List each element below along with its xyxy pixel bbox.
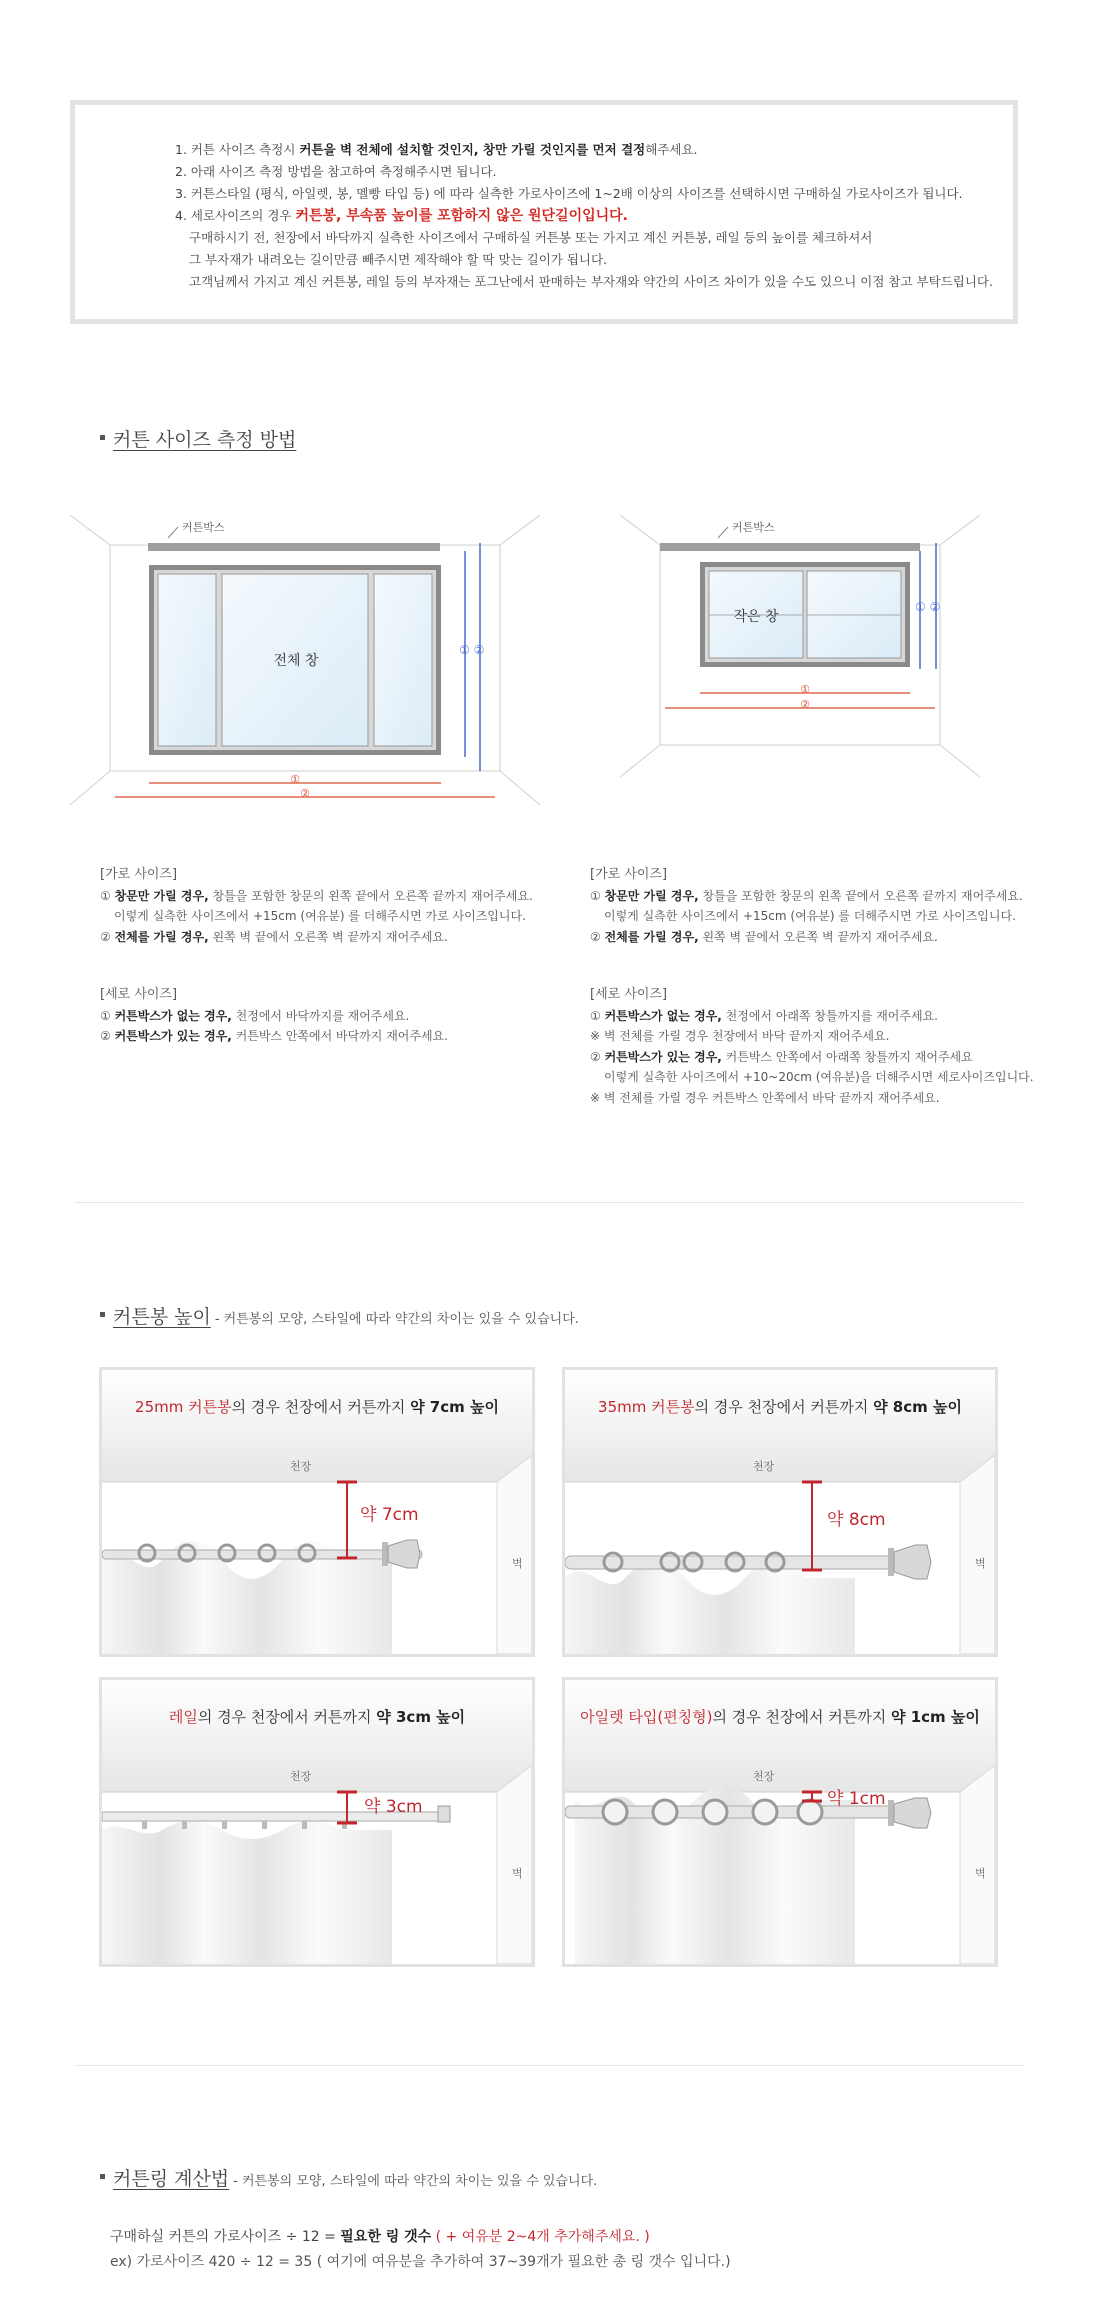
box-label-small: 커튼박스 bbox=[732, 521, 775, 534]
width-mark-1-small: ① bbox=[800, 683, 810, 696]
box-label: 커튼박스 bbox=[182, 521, 225, 534]
right-width-desc: [가로 사이즈] ① 창문만 가릴 경우, 창틀을 포함한 창문의 왼쪽 끝에서 오른쪽 끝까지 재어주세요. 이렇게 실측한 사이즈에서 +15cm (여유분) 를 더해주시면 가로 사이즈입니다. ② 전체를 가릴 경우, 왼쪽 벽 끝에서 오른쪽 벽 끝까지 재어주세요. bbox=[590, 867, 1023, 944]
big-window-label: 전체 창 bbox=[273, 653, 319, 669]
rod-panel-25mm bbox=[99, 1367, 535, 1657]
divider-1 bbox=[75, 1202, 1023, 1203]
measure-label-3cm: 약 3cm bbox=[364, 1797, 423, 1817]
rod-section-title: 커튼봉 높이 - 커튼봉의 모양, 스타일에 따라 약간의 차이는 있을 수 있습니다. bbox=[100, 1302, 579, 1329]
measure-label-1cm: 약 1cm bbox=[827, 1789, 886, 1809]
width-mark-2-small: ② bbox=[800, 698, 810, 711]
width-mark-2: ② bbox=[300, 787, 310, 800]
big-window-diagram bbox=[70, 515, 540, 815]
notice-line-7: 고객님께서 가지고 계신 커튼봉, 레일 등의 부자재는 포그난에서 판매하는 부자재와 약간의 사이즈 차이가 있을 수도 있으니 이점 참고 부탁드립니다. bbox=[189, 274, 993, 289]
rod-panel-rail bbox=[99, 1677, 535, 1967]
ceiling-label: 천장 bbox=[290, 1460, 312, 1473]
ceiling-label: 천장 bbox=[753, 1770, 775, 1783]
ceiling-label: 천장 bbox=[753, 1460, 775, 1473]
width-mark-1: ① bbox=[290, 773, 300, 786]
rod-panel-35mm-caption: 35mm 커튼봉의 경우 천장에서 커튼까지 약 8cm 높이 bbox=[598, 1398, 962, 1416]
ring-section-title: 커튼링 계산법 - 커튼봉의 모양, 스타일에 따라 약간의 차이는 있을 수 있습니다. bbox=[100, 2164, 597, 2191]
notice-line-2: 2. 아래 사이즈 측정 방법을 참고하여 측정해주시면 됩니다. bbox=[175, 164, 497, 179]
right-height-desc: [세로 사이즈] ① 커튼박스가 없는 경우, 천정에서 아래쪽 창틀까지를 재어주세요. ※ 벽 전체를 가릴 경우 천장에서 바닥 끝까지 재어주세요. ② 커튼박스가 있는 경우, 커튼박스 안쪽에서 아래쪽 창틀까지 재어주세요 이렇게 실측한 사이즈에서 +10~20cm (여유분)을 더해주시면 세로사이즈입니다. ※ 벽 전체를 가릴 경우 커튼박스 안쪽에서 바닥 끝까지 재어주세요. bbox=[590, 987, 1034, 1105]
rod-panel-rail-caption: 레일의 경우 천장에서 커튼까지 약 3cm 높이 bbox=[168, 1708, 466, 1726]
notice-box bbox=[70, 100, 1018, 324]
wall-label: 벽 bbox=[975, 1867, 986, 1880]
ring-example: ex) 가로사이즈 420 ÷ 12 = 35 ( 여기에 여유분을 추가하여 37~39개가 필요한 총 링 갯수 입니다.) bbox=[110, 2254, 731, 2270]
left-width-desc: [가로 사이즈] ① 창문만 가릴 경우, 창틀을 포함한 창문의 왼쪽 끝에서 오른쪽 끝까지 재어주세요. 이렇게 실측한 사이즈에서 +15cm (여유분) 를 더해주시면 가로 사이즈입니다. ② 전체를 가릴 경우, 왼쪽 벽 끝에서 오른쪽 벽 끝까지 재어주세요. bbox=[100, 867, 533, 944]
box-leader bbox=[168, 527, 178, 538]
wall-label: 벽 bbox=[512, 1557, 523, 1570]
ring-formula: 구매하실 커튼의 가로사이즈 ÷ 12 = 필요한 링 갯수 ( + 여유분 2~4개 추가해주세요. ) bbox=[110, 2229, 650, 2245]
rod-panel-25mm-caption: 25mm 커튼봉의 경우 천장에서 커튼까지 약 7cm 높이 bbox=[135, 1398, 499, 1416]
notice-line-5: 구매하시기 전, 천장에서 바닥까지 실측한 사이즈에서 구매하실 커튼봉 또는 가지고 계신 커튼봉, 레일 등의 높이를 체크하셔서 bbox=[189, 230, 873, 245]
wall-label: 벽 bbox=[975, 1557, 986, 1570]
rod-panel-eyelet bbox=[562, 1677, 998, 1967]
title-bullet bbox=[100, 435, 105, 440]
left-height-desc: [세로 사이즈] ① 커튼박스가 없는 경우, 천정에서 바닥까지를 재어주세요. ② 커튼박스가 있는 경우, 커튼박스 안쪽에서 바닥까지 재어주세요. bbox=[100, 987, 448, 1043]
wall-label: 벽 bbox=[512, 1867, 523, 1880]
measure-section-title: 커튼 사이즈 측정 방법 bbox=[100, 425, 296, 452]
curtain-box bbox=[148, 543, 440, 551]
height-marks: ① ② bbox=[459, 643, 485, 657]
notice-list bbox=[175, 139, 993, 293]
divider-2 bbox=[75, 2065, 1023, 2066]
curtain-box-small bbox=[660, 543, 920, 551]
notice-line-3: 3. 커튼스타일 (평식, 아일렛, 봉, 멜빵 타입 등) 에 따라 실측한 가로사이즈에 1~2배 이상의 사이즈를 선택하시면 구매하실 가로사이즈가 됩니다. bbox=[175, 186, 963, 201]
height-marks-small: ① ② bbox=[915, 600, 941, 614]
notice-line-6: 그 부자재가 내려오는 길이만큼 빼주시면 제작해야 할 딱 맞는 길이가 됩니다. bbox=[189, 252, 608, 267]
measure-label-8cm: 약 8cm bbox=[827, 1510, 886, 1530]
notice-line-1: 1. 커튼 사이즈 측정시 커튼을 벽 전체에 설치할 것인지, 창만 가릴 것인지를 먼저 결정해주세요. bbox=[175, 142, 698, 157]
notice-line-4: 4. 세로사이즈의 경우 커튼봉, 부속품 높이를 포함하지 않은 원단길이입니다. bbox=[175, 208, 628, 224]
small-window-diagram bbox=[620, 515, 980, 785]
rod-panel-35mm bbox=[562, 1367, 998, 1657]
small-window-label: 작은 창 bbox=[733, 609, 779, 625]
ceiling-label: 천장 bbox=[290, 1770, 312, 1783]
measure-label-7cm: 약 7cm bbox=[360, 1505, 419, 1525]
rod-panel-eyelet-caption: 아일렛 타입(편칭형)의 경우 천장에서 커튼까지 약 1cm 높이 bbox=[580, 1708, 980, 1726]
